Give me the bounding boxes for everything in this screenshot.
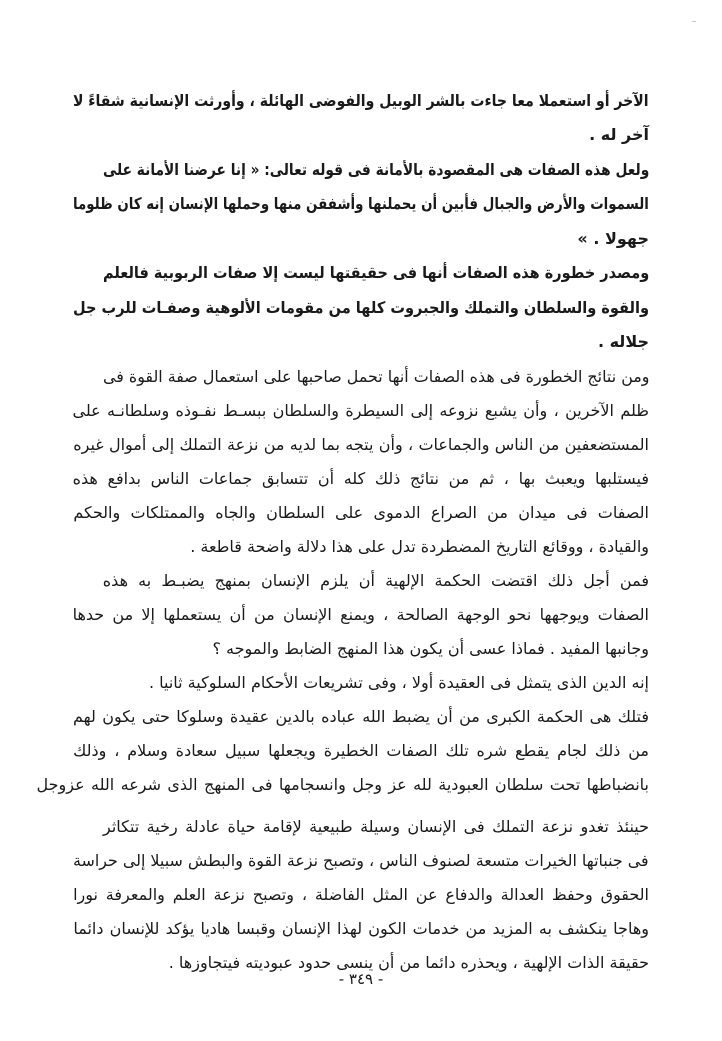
text-line: والقوة والسلطان والتملك والجبروت كلها من مقومات الألوهية وصفـات للرب جل (72, 298, 649, 317)
text-line: والقيادة ، ووقائع التاريخ المضطردة تدل على هذا دلالة واضحة قاطعة . (190, 537, 649, 556)
text-line: فمن أجل ذلك اقتضت الحكمة الإلهية أن يلزم الإنسان بمنهج يضبـط به هذه (102, 571, 649, 590)
text-line: وجانبها المفيد . فماذا عسى أن يكون هذا المنهج الضابط والموجه ؟ (212, 639, 649, 658)
text-line: جلاله . (597, 332, 649, 351)
text-line: آخر له . (589, 125, 649, 144)
text-line: فيستلبها ويعبث بها ، ثم من نتائج ذلك كله أن تتسابق جماعات الناس بدافع هذه (72, 469, 649, 488)
page-number: - ٣٤٩ - (338, 970, 384, 988)
text-line: ولعل هذه الصفات هى المقصودة بالأمانة فى قوله تعالى: « إنا عرضنا الأمانة على (102, 160, 649, 179)
text-line: حينئذ تغدو نزعة التملك فى الإنسان وسيلة طبيعية لإقامة حياة عادلة رخية تتكاثر (102, 817, 649, 836)
text-line: من ذلك لجام يقطع شره تلك الصفات الخطيرة ويجعلها سبيل سعادة وسلام ، وذلك (73, 741, 649, 760)
text-line: ومن نتائج الخطورة فى هذه الصفات أنها تحمل صاحبها على استعمال صفة القوة فى (102, 367, 649, 386)
text-line: حقيقة الذات الإلهية ، ويحذره دائما من أن ينسى حدود عبوديته فيتجاوزها . (168, 953, 649, 972)
text-line: وهاجا ينكشف به المزيد من خدمات الكون لهذا الإنسان وقبسا هاديا يؤكد للإنسان دائما (73, 919, 649, 938)
text-line: فتلك هى الحكمة الكبرى من أن يضبط الله عباده بالدين عقيدة وسلوكا حتى يكون لهم (72, 707, 649, 726)
text-line: بانضباطها تحت سلطان العبودية لله عز وجل وانسجامها فى المنهج الذى شرعه الله عزوجل (36, 775, 649, 794)
text-line: جهولا . » (577, 229, 649, 248)
text-line: ظلم الآخرين ، وأن يشبع نزوعه إلى السيطرة والسلطان ببسـط نفـوذه وسلطانـه على (72, 401, 649, 420)
text-line: الصفات فى ميدان من الصراع الدموى على السلطان والجاه والممتلكات والحكم (73, 503, 649, 522)
text-line: السموات والأرض والجبال فأبين أن يحملنها وأشفقن منها وحملها الإنسان إنه كان ظلوما (73, 194, 649, 213)
text-line: الحقوق وحفظ العدالة والدفاع عن المثل الفاضلة ، وتصبح نزعة العلم والمعرفة نورا (73, 885, 649, 904)
text-line: الآخر أو استعملا معا جاءت بالشر الوبيل والفوضى الهائلة ، وأورثت الإنسانية شقاءً لا (73, 91, 649, 110)
text-line: إنه الدين الذى يتمثل فى العقيدة أولا ، وفى تشريعات الأحكام السلوكية ثانيا . (148, 673, 649, 692)
text-line: الصفات ويوجهها نحو الوجهة الصالحة ، ويمنع الإنسان من أن يستعملها إلا من حدها (72, 605, 649, 624)
scan-mark (692, 21, 696, 22)
text-line: ومصدر خطورة هذه الصفات أنها فى حقيقتها ليست إلا صفات الربوبية فالعلم (102, 263, 649, 282)
text-line: المستضعفين من الناس والجماعات ، وأن يتجه بما لديه من نزعة التملك إلى أموال غيره (73, 435, 649, 454)
text-line: فى جنباتها الخيرات متسعة لصنوف الناس ، وتصبح نزعة القوة والبطش سبيلا إلى حراسة (73, 851, 649, 870)
